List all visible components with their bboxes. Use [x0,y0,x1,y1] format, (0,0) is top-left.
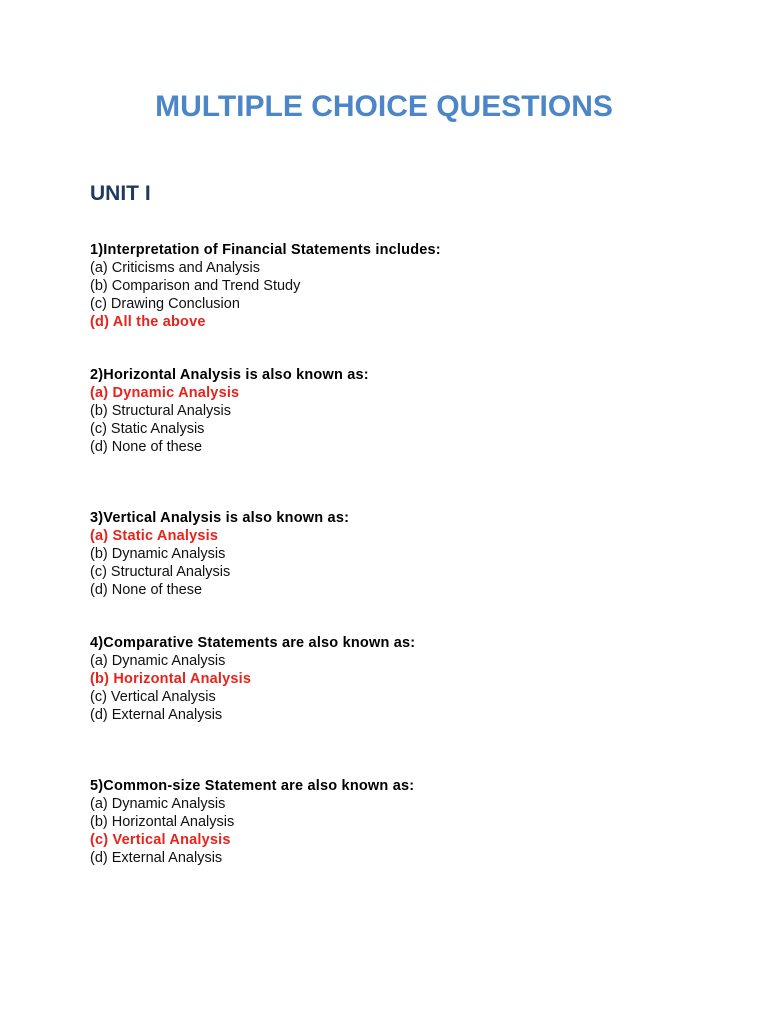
option-d: (d) None of these [90,439,203,455]
option-c: (c) Vertical Analysis [90,689,216,705]
option-d: (d) External Analysis [90,850,223,866]
question-text: 4)Comparative Statements are also known as: [90,635,416,651]
option-d: (d) None of these [90,582,203,598]
option-a-correct: (a) Static Analysis [90,528,219,544]
option-a: (a) Criticisms and Analysis [90,260,261,276]
option-a: (a) Dynamic Analysis [90,796,226,812]
option-b-correct: (b) Horizontal Analysis [90,671,252,687]
option-d-correct: (d) All the above [90,314,206,330]
option-c-correct: (c) Vertical Analysis [90,832,231,848]
question-2 [90,366,710,456]
question-text: 1)Interpretation of Financial Statements includes: [90,242,441,258]
question-text: 3)Vertical Analysis is also known as: [90,510,350,526]
question-text: 2)Horizontal Analysis is also known as: [90,367,369,383]
question-5 [90,777,710,867]
option-b: (b) Structural Analysis [90,403,232,419]
question-3 [90,509,710,599]
option-d: (d) External Analysis [90,707,223,723]
option-b: (b) Dynamic Analysis [90,546,226,562]
option-a-correct: (a) Dynamic Analysis [90,385,240,401]
option-b: (b) Comparison and Trend Study [90,278,301,294]
option-c: (c) Drawing Conclusion [90,296,240,312]
option-a: (a) Dynamic Analysis [90,653,226,669]
option-c: (c) Static Analysis [90,421,205,437]
page-title: MULTIPLE CHOICE QUESTIONS [155,90,613,123]
option-c: (c) Structural Analysis [90,564,231,580]
question-1 [90,241,710,331]
option-b: (b) Horizontal Analysis [90,814,235,830]
question-text: 5)Common-size Statement are also known as: [90,778,415,794]
unit-heading: UNIT I [90,182,151,205]
question-4 [90,634,710,724]
